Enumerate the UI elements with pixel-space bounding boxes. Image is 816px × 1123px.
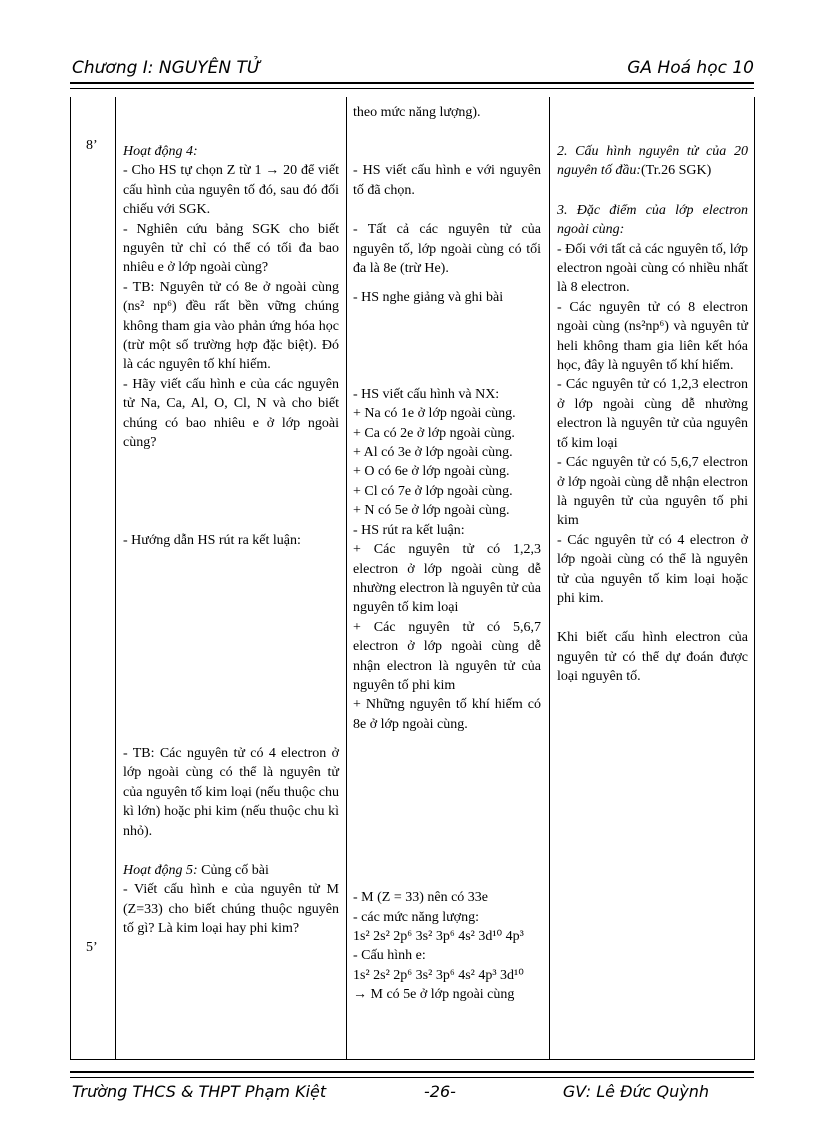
content-point-1: - Đối với tất cả các nguyên tố, lớp electron ngoài cùng có nhiều nhất là 8 electron. bbox=[557, 241, 748, 296]
list-item: + Al có 3e ở lớp ngoài cùng. bbox=[353, 445, 513, 461]
student-text-3: - HS nghe giảng và ghi bài bbox=[353, 290, 504, 306]
time-activity-4: 8’ bbox=[86, 138, 98, 153]
teacher-explanation-2: - TB: Các nguyên tử có 4 electron ở lớp ngoài cùng có thể là nguyên tử của nguyên tố kim loại (nếu thuộc chu kì lớn) hoặc phi kim (nếu thuộc chu kì nhỏ). bbox=[123, 745, 339, 839]
list-item: - HS viết cấu hình và NX: bbox=[353, 386, 500, 402]
student-text-1: - HS viết cấu hình e với nguyên tố đã chọn. bbox=[353, 163, 541, 198]
student-conclusion-3: + Những nguyên tố khí hiếm có 8e ở lớp ngoài cùng. bbox=[353, 697, 541, 732]
student-answer-4: - Cấu hình e: bbox=[353, 948, 426, 964]
activity-5-subtitle: Củng cố bài bbox=[197, 862, 269, 878]
teacher-task-3: - Hãy viết cấu hình e của các nguyên tử Na, Ca, Al, O, Cl, N và cho biết chúng có bao nhiêu e ở lớp ngoài cùng? bbox=[123, 376, 339, 451]
content-point-2: - Các nguyên tử có 8 electron ngoài cùng (ns²np⁶) và nguyên tử heli không tham gia liên kết hóa học, đây là nguyên tố khí hiếm. bbox=[557, 299, 748, 374]
content-column bbox=[557, 142, 748, 687]
activity-5-heading bbox=[123, 861, 339, 880]
teacher-column bbox=[123, 142, 339, 939]
table-col-divider-2 bbox=[346, 97, 347, 1060]
student-answer-3: 1s² 2s² 2p⁶ 3s² 3p⁶ 4s² 3d¹⁰ 4p³ bbox=[353, 928, 524, 944]
header-subject: GA Hoá học 10 bbox=[627, 58, 754, 78]
table-border-left bbox=[70, 97, 71, 1060]
teacher-task-1: - Cho HS tự chọn Z từ 1 → 20 để viết cấu hình của nguyên tố đó, sau đó đối chiếu với SGK. bbox=[123, 163, 339, 218]
teacher-task-5: - Viết cấu hình e của nguyên tử M (Z=33) cho biết chúng thuộc nguyên tố gì? Là kim loại hay phi kim? bbox=[123, 882, 339, 937]
student-conclusion-title: - HS rút ra kết luận: bbox=[353, 522, 465, 538]
activity-4-title: Hoạt động 4: bbox=[123, 144, 198, 159]
page-footer bbox=[72, 1082, 754, 1106]
header-chapter: Chương I: NGUYÊN TỬ bbox=[72, 58, 262, 78]
page-number: -26- bbox=[424, 1082, 456, 1101]
time-activity-5: 5’ bbox=[86, 940, 98, 955]
table-border-bottom bbox=[70, 1059, 754, 1060]
content-point-3: - Các nguyên tử có 1,2,3 electron ở lớp ngoài cùng dễ nhường electron là nguyên tử của nguyên tố kim loại bbox=[557, 377, 748, 451]
list-item: + Ca có 2e ở lớp ngoài cùng. bbox=[353, 425, 515, 441]
student-config-list bbox=[353, 385, 541, 521]
list-item: + Na có 1e ở lớp ngoài cùng. bbox=[353, 406, 516, 422]
student-conclusion-2: + Các nguyên tử có 5,6,7 electron ở lớp ngoài cùng dễ nhận electron là nguyên tử của nguyên tố phi kim bbox=[353, 619, 541, 693]
section-2-heading bbox=[557, 142, 748, 181]
teacher-task-2: - Nghiên cứu bảng SGK cho biết nguyên tử chỉ có thể có tối đa bao nhiêu e ở lớp ngoài cùng? bbox=[123, 221, 339, 276]
student-answer-6: → M có 5e ở lớp ngoài cùng bbox=[353, 987, 515, 1003]
list-item: + Cl có 7e ở lớp ngoài cùng. bbox=[353, 483, 513, 499]
header-rule bbox=[70, 82, 754, 89]
list-item: + N có 5e ở lớp ngoài cùng. bbox=[353, 503, 510, 519]
student-text-0: theo mức năng lượng). bbox=[353, 105, 481, 120]
student-conclusion-1: + Các nguyên tử có 1,2,3 electron ở lớp ngoài cùng dễ nhường electron là nguyên tử của nguyên tố kim loại bbox=[353, 542, 541, 616]
section-3-title: 3. Đặc điểm của lớp electron ngoài cùng: bbox=[557, 202, 748, 238]
activity-5-title: Hoạt động 5: bbox=[123, 862, 198, 878]
student-answer-2: - các mức năng lượng: bbox=[353, 909, 479, 925]
section-2-reference: (Tr.26 SGK) bbox=[640, 163, 712, 179]
content-point-4: - Các nguyên tử có 5,6,7 electron ở lớp ngoài cùng dễ nhận electron là nguyên tử của nguyên tố phi kim bbox=[557, 455, 748, 529]
section-2-title: 2. Cấu hình nguyên tử của 20 nguyên tố đầu: bbox=[557, 144, 748, 179]
student-answer-1: - M (Z = 33) nên có 33e bbox=[353, 890, 489, 906]
table-border-right bbox=[754, 97, 755, 1060]
content-point-5: - Các nguyên tử có 4 electron ở lớp ngoài cùng có thể là nguyên tử của nguyên tố kim loại hoặc phi kim. bbox=[557, 532, 748, 606]
list-item: + O có 6e ở lớp ngoài cùng. bbox=[353, 464, 510, 480]
teacher-task-4: - Hướng dẫn HS rút ra kết luận: bbox=[123, 532, 301, 548]
table-col-divider-3 bbox=[549, 97, 550, 1060]
content-summary: Khi biết cấu hình electron của nguyên tử có thể dự đoán được loại nguyên tố. bbox=[557, 630, 748, 685]
footer-rule bbox=[70, 1071, 754, 1078]
teacher-explanation-1: - TB: Nguyên tử có 8e ở ngoài cùng (ns² np⁶) đều rất bền vững chúng không tham gia vào phản ứng hóa học (trừ một số trường hợp đặc biệt). Đó là các nguyên tố khí hiếm. bbox=[123, 279, 339, 373]
footer-school: Trường THCS & THPT Phạm Kiệt bbox=[72, 1082, 327, 1101]
page-header bbox=[72, 54, 754, 82]
student-answer-5: 1s² 2s² 2p⁶ 3s² 3p⁶ 4s² 4p³ 3d¹⁰ bbox=[353, 967, 524, 983]
student-text-2: - Tất cả các nguyên tử của nguyên tố, lớp ngoài cùng có tối đa là 8e (trừ He). bbox=[353, 222, 541, 277]
table-col-divider-1 bbox=[115, 97, 116, 1060]
student-column bbox=[353, 103, 541, 1005]
footer-teacher: GV: Lê Đức Quỳnh bbox=[562, 1082, 709, 1101]
